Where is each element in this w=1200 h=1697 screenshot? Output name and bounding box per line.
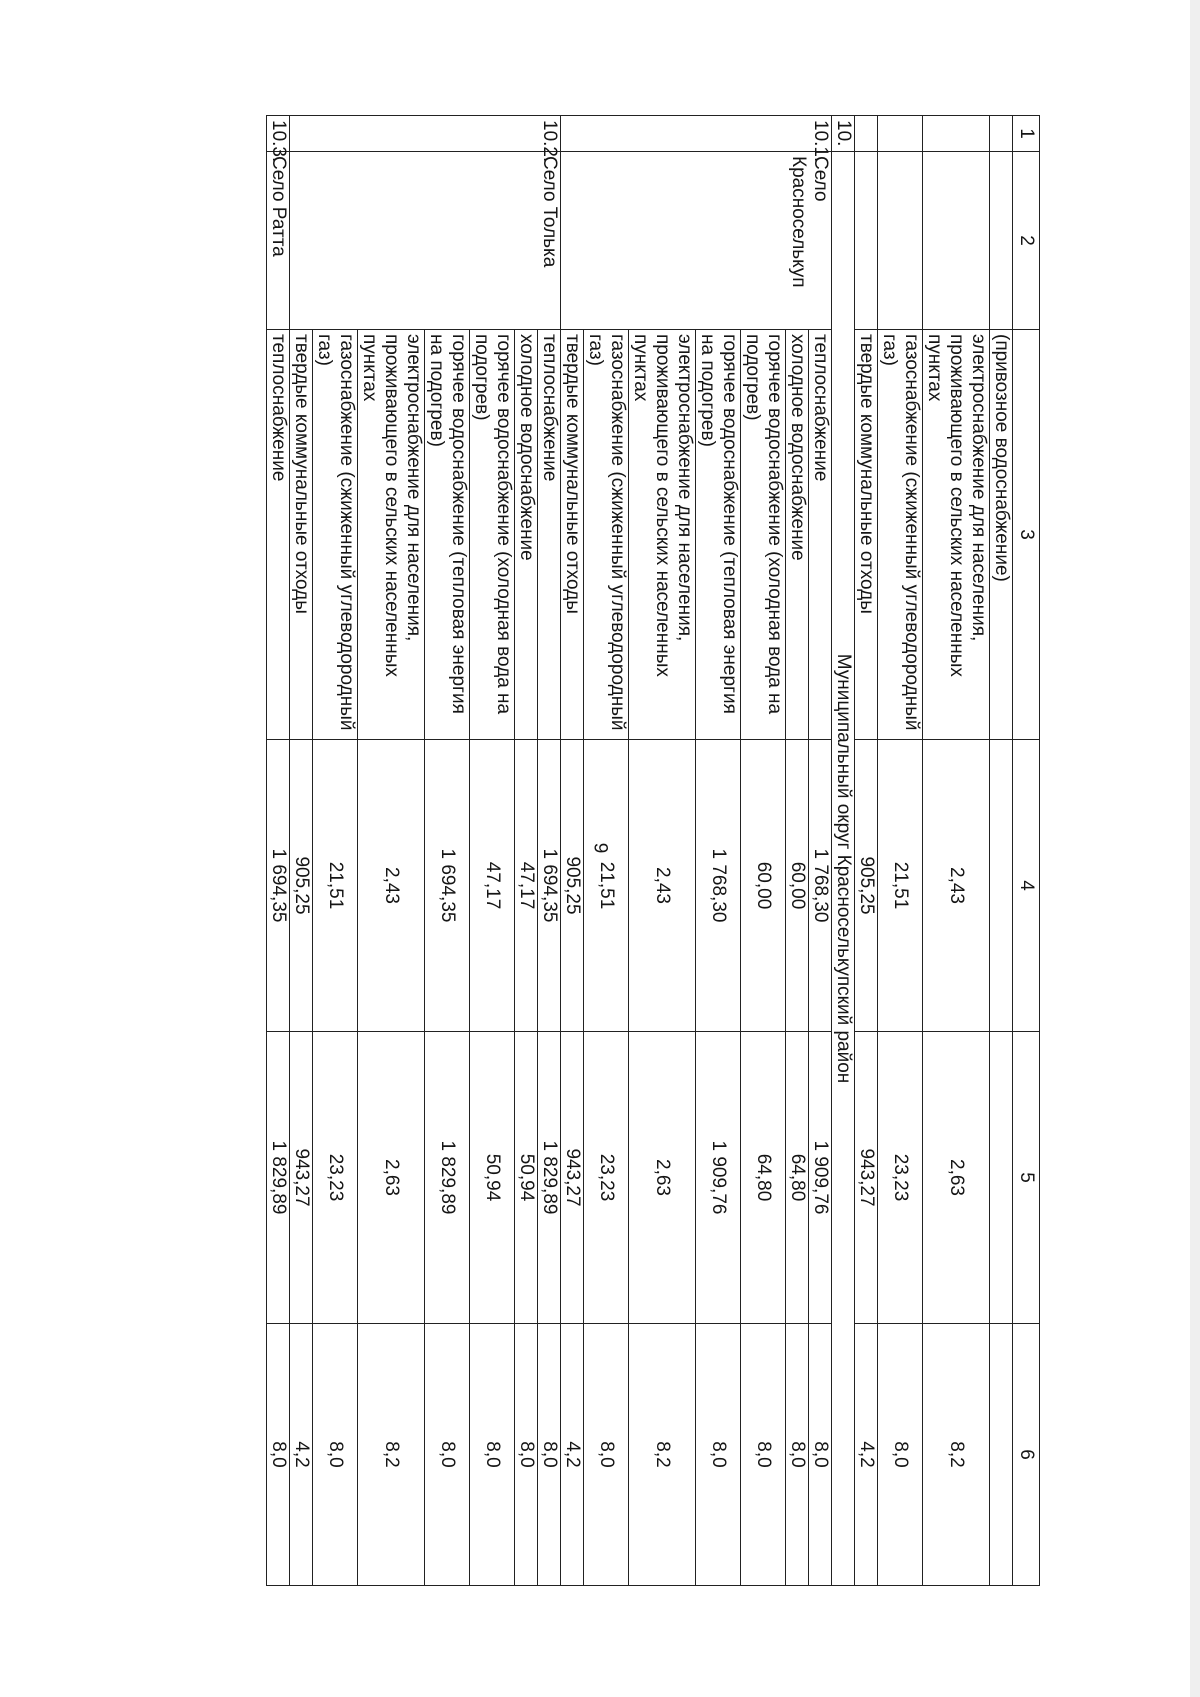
row-number-cell <box>990 116 1013 152</box>
value-cell-col4: 1 694,35 <box>538 740 561 1032</box>
value-cell-col5: 50,94 <box>470 1032 515 1324</box>
table-row <box>290 116 313 1586</box>
service-cell: твердые коммунальные отходы <box>855 330 878 740</box>
value-cell-col6: 8,2 <box>358 1324 425 1586</box>
table-row <box>515 116 538 1586</box>
table-row <box>923 116 990 1586</box>
value-cell-col6: 8,0 <box>425 1324 470 1586</box>
value-cell-col4: 905,25 <box>561 740 584 1032</box>
service-cell: холодное водоснабжение <box>786 330 809 740</box>
value-cell-col5: 2,63 <box>629 1032 696 1324</box>
service-cell: горячее водоснабжение (холодная вода на подогрев) <box>741 330 786 740</box>
value-cell-col5: 2,63 <box>358 1032 425 1324</box>
table-row <box>313 116 358 1586</box>
service-cell: твердые коммунальные отходы <box>561 330 584 740</box>
value-cell-col5: 2,63 <box>923 1032 990 1324</box>
row-number-cell: 10.1. <box>561 116 832 152</box>
value-cell-col5: 23,23 <box>584 1032 629 1324</box>
row-number-cell <box>855 116 878 152</box>
value-cell-col6: 8,0 <box>538 1324 561 1586</box>
service-cell: теплоснабжение <box>267 330 290 740</box>
table-row <box>425 116 470 1586</box>
service-cell: холодное водоснабжение <box>515 330 538 740</box>
district-row <box>832 116 855 1586</box>
value-cell-col4: 60,00 <box>786 740 809 1032</box>
settlement-cell <box>923 152 990 330</box>
value-cell-col6: 4,2 <box>561 1324 584 1586</box>
service-cell: теплоснабжение <box>538 330 561 740</box>
value-cell-col6: 8,0 <box>741 1324 786 1586</box>
value-cell-col6: 4,2 <box>855 1324 878 1586</box>
service-cell: горячее водоснабжение (тепловая энергия на подогрев) <box>696 330 741 740</box>
value-cell-col4: 1 694,35 <box>267 740 290 1032</box>
table-row <box>878 116 923 1586</box>
service-cell: горячее водоснабжение (тепловая энергия на подогрев) <box>425 330 470 740</box>
district-name-cell: Муниципальный округ Красноселькупский район <box>832 152 855 1586</box>
row-number-cell <box>878 116 923 152</box>
table-row <box>584 116 629 1586</box>
tariff-table <box>266 115 1040 1586</box>
value-cell-col4: 905,25 <box>290 740 313 1032</box>
service-cell: электроснабжение для населения, проживающего в сельских населенных пунктах <box>629 330 696 740</box>
value-cell-col4: 1 768,30 <box>696 740 741 1032</box>
value-cell-col5: 943,27 <box>290 1032 313 1324</box>
table-row <box>696 116 741 1586</box>
value-cell-col4: 2,43 <box>629 740 696 1032</box>
value-cell-col4: 21,51 <box>584 740 629 1032</box>
service-cell: газоснабжение (сжиженный углеводородный газ) <box>584 330 629 740</box>
value-cell-col5: 1 909,76 <box>809 1032 832 1324</box>
table-row <box>561 116 584 1586</box>
value-cell-col5: 1 909,76 <box>696 1032 741 1324</box>
value-cell-col6: 8,2 <box>629 1324 696 1586</box>
column-number: 6 <box>1013 1324 1040 1586</box>
row-number-cell <box>923 116 990 152</box>
value-cell-col5: 50,94 <box>515 1032 538 1324</box>
column-number: 5 <box>1013 1032 1040 1324</box>
row-number-cell: 10.2. <box>290 116 561 152</box>
value-cell-col4 <box>990 740 1013 1032</box>
value-cell-col5: 1 829,89 <box>267 1032 290 1324</box>
row-number-cell: 10.3. <box>267 116 290 152</box>
value-cell-col6: 8,0 <box>470 1324 515 1586</box>
value-cell-col4: 2,43 <box>923 740 990 1032</box>
service-cell: теплоснабжение <box>809 330 832 740</box>
service-cell: электроснабжение для населения, проживающего в сельских населенных пунктах <box>923 330 990 740</box>
value-cell-col4: 905,25 <box>855 740 878 1032</box>
value-cell-col4: 1 768,30 <box>809 740 832 1032</box>
value-cell-col4: 60,00 <box>741 740 786 1032</box>
settlement-cell <box>990 152 1013 330</box>
settlement-cell: Село Красноселькуп <box>561 152 832 330</box>
value-cell-col5: 23,23 <box>878 1032 923 1324</box>
table-row <box>538 116 561 1586</box>
settlement-cell: Село Толька <box>290 152 561 330</box>
settlement-cell <box>878 152 923 330</box>
table-row <box>990 116 1013 1586</box>
value-cell-col5: 1 829,89 <box>425 1032 470 1324</box>
table-row <box>470 116 515 1586</box>
value-cell-col5: 943,27 <box>855 1032 878 1324</box>
value-cell-col6: 8,0 <box>809 1324 832 1586</box>
value-cell-col4: 1 694,35 <box>425 740 470 1032</box>
table-row <box>358 116 425 1586</box>
value-cell-col6: 8,0 <box>696 1324 741 1586</box>
page-number: 9 <box>589 842 611 854</box>
value-cell-col6: 8,2 <box>923 1324 990 1586</box>
column-number: 1 <box>1013 116 1040 152</box>
column-number: 4 <box>1013 740 1040 1032</box>
column-number-header-row <box>1013 116 1040 1586</box>
value-cell-col6: 4,2 <box>290 1324 313 1586</box>
column-number: 3 <box>1013 330 1040 740</box>
value-cell-col6: 8,0 <box>313 1324 358 1586</box>
service-cell: горячее водоснабжение (холодная вода на подогрев) <box>470 330 515 740</box>
service-cell: твердые коммунальные отходы <box>290 330 313 740</box>
value-cell-col5: 64,80 <box>741 1032 786 1324</box>
service-cell: (привозное водоснабжение) <box>990 330 1013 740</box>
table-row <box>267 116 290 1586</box>
value-cell-col5: 1 829,89 <box>538 1032 561 1324</box>
value-cell-col6: 8,0 <box>878 1324 923 1586</box>
value-cell-col5: 943,27 <box>561 1032 584 1324</box>
table-row <box>786 116 809 1586</box>
district-number-cell: 10. <box>832 116 855 152</box>
table-row <box>855 116 878 1586</box>
value-cell-col6 <box>990 1324 1013 1586</box>
service-cell: электроснабжение для населения, проживающего в сельских населенных пунктах <box>358 330 425 740</box>
value-cell-col6: 8,0 <box>786 1324 809 1586</box>
service-cell: газоснабжение (сжиженный углеводородный газ) <box>313 330 358 740</box>
table-row <box>741 116 786 1586</box>
settlement-cell <box>855 152 878 330</box>
value-cell-col4: 21,51 <box>313 740 358 1032</box>
column-number: 2 <box>1013 152 1040 330</box>
value-cell-col5 <box>990 1032 1013 1324</box>
table-row <box>809 116 832 1586</box>
value-cell-col5: 64,80 <box>786 1032 809 1324</box>
value-cell-col4: 21,51 <box>878 740 923 1032</box>
value-cell-col4: 47,17 <box>470 740 515 1032</box>
value-cell-col6: 8,0 <box>584 1324 629 1586</box>
value-cell-col4: 47,17 <box>515 740 538 1032</box>
value-cell-col5: 23,23 <box>313 1032 358 1324</box>
service-cell: газоснабжение (сжиженный углеводородный газ) <box>878 330 923 740</box>
settlement-cell: Село Ратта <box>267 152 290 330</box>
value-cell-col6: 8,0 <box>515 1324 538 1586</box>
rotated-table-container <box>160 115 1040 1585</box>
table-row <box>629 116 696 1586</box>
value-cell-col6: 8,0 <box>267 1324 290 1586</box>
value-cell-col4: 2,43 <box>358 740 425 1032</box>
